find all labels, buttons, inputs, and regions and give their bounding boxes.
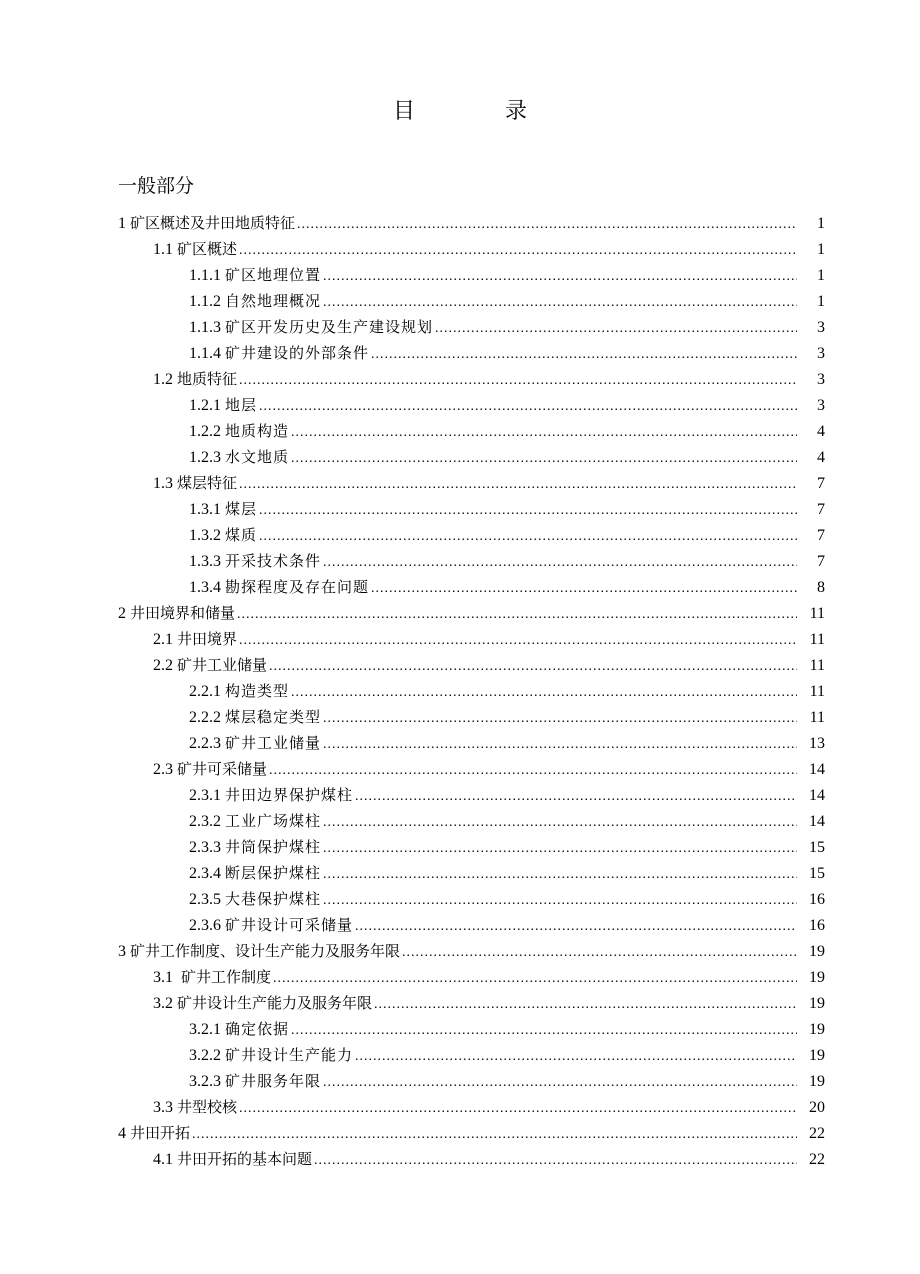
toc-entry[interactable]	[0, 964, 920, 990]
dot-leader	[291, 680, 797, 704]
toc-entry-number: 2.3.5	[189, 891, 225, 908]
toc-entry-title: 煤层	[225, 500, 258, 518]
toc-entry-page-number: 20	[809, 1099, 825, 1116]
table-of-contents	[0, 210, 920, 1172]
dot-leader	[297, 212, 797, 236]
dot-leader	[259, 524, 797, 548]
toc-entry-title: 煤层特征	[177, 474, 238, 492]
dot-leader	[355, 914, 797, 938]
toc-entry-page-number: 11	[809, 605, 825, 622]
toc-entry-page-number: 1	[817, 293, 825, 310]
toc-entry-page-number: 1	[817, 267, 825, 284]
toc-entry-number: 2.1	[153, 631, 177, 648]
toc-entry-page-number: 3	[817, 371, 825, 388]
toc-entry[interactable]	[0, 860, 920, 886]
toc-entry-title: 勘探程度及存在问题	[225, 578, 370, 596]
toc-entry-number: 1.3.2	[189, 527, 225, 544]
toc-entry-page-number: 16	[809, 891, 825, 908]
toc-entry-page-number: 14	[809, 787, 825, 804]
dot-leader	[323, 290, 797, 314]
toc-entry-number: 1.2.3	[189, 449, 225, 466]
dot-leader	[323, 810, 797, 834]
dot-leader	[323, 706, 797, 730]
toc-entry[interactable]	[0, 626, 920, 652]
toc-entry[interactable]	[0, 756, 920, 782]
dot-leader	[291, 1018, 797, 1042]
dot-leader	[291, 446, 797, 470]
dot-leader	[374, 992, 797, 1016]
dot-leader	[239, 238, 797, 262]
toc-entry-number: 1.1	[153, 241, 177, 258]
toc-entry-number: 3.3	[153, 1099, 177, 1116]
dot-leader	[291, 420, 797, 444]
toc-entry-title: 矿井服务年限	[225, 1072, 322, 1090]
toc-entry-page-number: 22	[809, 1151, 825, 1168]
toc-entry-title: 矿井设计可采储量	[225, 916, 354, 934]
toc-entry[interactable]	[0, 444, 920, 470]
toc-entry[interactable]	[0, 782, 920, 808]
dot-leader	[323, 732, 797, 756]
toc-entry[interactable]	[0, 418, 920, 444]
dot-leader	[371, 342, 797, 366]
dot-leader	[239, 1096, 797, 1120]
toc-entry-title: 断层保护煤柱	[225, 864, 322, 882]
toc-entry-number: 1.1.1	[189, 267, 225, 284]
toc-entry-title: 地层	[225, 396, 258, 414]
toc-entry-number: 3.2.1	[189, 1021, 225, 1038]
dot-leader	[323, 836, 797, 860]
toc-entry-page-number: 1	[817, 241, 825, 258]
dot-leader	[323, 1070, 797, 1094]
toc-entry-title: 大巷保护煤柱	[225, 890, 322, 908]
toc-entry[interactable]	[0, 652, 920, 678]
dot-leader	[323, 888, 797, 912]
toc-entry-number: 1.2.2	[189, 423, 225, 440]
toc-entry-number: 2.2.1	[189, 683, 225, 700]
toc-entry-title: 矿区概述	[177, 240, 238, 258]
toc-entry-page-number: 19	[809, 1073, 825, 1090]
toc-entry-title: 矿井设计生产能力及服务年限	[177, 994, 373, 1012]
toc-entry-title: 矿井工作制度、设计生产能力及服务年限	[130, 942, 401, 960]
dot-leader	[323, 862, 797, 886]
toc-entry[interactable]	[0, 574, 920, 600]
toc-entry[interactable]	[0, 678, 920, 704]
toc-entry-page-number: 22	[809, 1125, 825, 1142]
toc-entry-number: 1.3	[153, 475, 177, 492]
dot-leader	[259, 394, 797, 418]
toc-entry-page-number: 7	[817, 501, 825, 518]
toc-entry-title: 构造类型	[225, 682, 290, 700]
dot-leader	[239, 368, 797, 392]
toc-entry[interactable]	[0, 1094, 920, 1120]
dot-leader	[323, 550, 797, 574]
dot-leader	[237, 602, 797, 626]
dot-leader	[269, 654, 797, 678]
toc-entry[interactable]	[0, 262, 920, 288]
toc-entry-number: 2.2	[153, 657, 177, 674]
toc-entry[interactable]	[0, 730, 920, 756]
toc-entry[interactable]	[0, 1042, 920, 1068]
toc-entry-title: 井田开拓的基本问题	[177, 1150, 313, 1168]
toc-entry[interactable]	[0, 990, 920, 1016]
toc-entry-number: 1.3.1	[189, 501, 225, 518]
toc-entry-number: 4	[118, 1125, 130, 1142]
dot-leader	[435, 316, 797, 340]
dot-leader	[269, 758, 797, 782]
toc-entry-page-number: 7	[817, 475, 825, 492]
dot-leader	[323, 264, 797, 288]
toc-entry-number: 2.3.2	[189, 813, 225, 830]
dot-leader	[402, 940, 797, 964]
toc-entry-title: 水文地质	[225, 448, 290, 466]
dot-leader	[239, 472, 797, 496]
toc-entry-title: 地质构造	[225, 422, 290, 440]
toc-entry[interactable]	[0, 938, 920, 964]
toc-entry-page-number: 13	[809, 735, 825, 752]
toc-entry[interactable]	[0, 1016, 920, 1042]
toc-entry[interactable]	[0, 314, 920, 340]
dot-leader	[371, 576, 797, 600]
toc-entry[interactable]	[0, 340, 920, 366]
toc-entry-number: 1	[118, 215, 130, 232]
toc-entry-number: 3.2.3	[189, 1073, 225, 1090]
toc-entry-number: 2.2.2	[189, 709, 225, 726]
toc-entry-title: 井田境界	[177, 630, 238, 648]
page-title: 目 录	[392, 99, 561, 124]
toc-entry-page-number: 15	[809, 839, 825, 856]
dot-leader	[355, 784, 797, 808]
toc-entry-page-number: 19	[809, 1021, 825, 1038]
toc-entry-page-number: 15	[809, 865, 825, 882]
toc-entry[interactable]	[0, 704, 920, 730]
toc-entry-number: 3.1	[153, 969, 181, 986]
dot-leader	[314, 1148, 797, 1172]
toc-entry-number: 1.1.4	[189, 345, 225, 362]
toc-entry[interactable]	[0, 808, 920, 834]
toc-entry-page-number: 16	[809, 917, 825, 934]
toc-entry-title: 矿区概述及井田地质特征	[130, 214, 296, 232]
toc-entry-page-number: 19	[809, 943, 825, 960]
toc-entry[interactable]	[0, 1120, 920, 1146]
toc-entry-page-number: 11	[809, 709, 825, 726]
dot-leader	[273, 966, 797, 990]
toc-entry-page-number: 7	[817, 553, 825, 570]
toc-entry[interactable]	[0, 1068, 920, 1094]
toc-entry-page-number: 19	[809, 995, 825, 1012]
toc-entry-title: 矿井建设的外部条件	[225, 344, 370, 362]
toc-entry-number: 2	[118, 605, 130, 622]
toc-entry-number: 3	[118, 943, 130, 960]
toc-entry-page-number: 4	[817, 423, 825, 440]
toc-entry-number: 3.2.2	[189, 1047, 225, 1064]
toc-entry-title: 井田境界和储量	[130, 604, 236, 622]
toc-entry-title: 矿井工业储量	[177, 656, 268, 674]
toc-entry-number: 1.2.1	[189, 397, 225, 414]
toc-entry-title: 矿井工业储量	[225, 734, 322, 752]
toc-entry[interactable]	[0, 886, 920, 912]
toc-entry-page-number: 19	[809, 969, 825, 986]
toc-entry[interactable]	[0, 522, 920, 548]
toc-entry-title: 确定依据	[225, 1020, 290, 1038]
toc-entry-title: 井田边界保护煤柱	[225, 786, 354, 804]
toc-entry[interactable]	[0, 366, 920, 392]
dot-leader	[259, 498, 797, 522]
toc-entry[interactable]	[0, 912, 920, 938]
toc-entry-title: 矿区开发历史及生产建设规划	[225, 318, 434, 336]
dot-leader	[355, 1044, 797, 1068]
toc-entry-title: 煤质	[225, 526, 258, 544]
toc-entry-title: 自然地理概况	[225, 292, 322, 310]
toc-entry-number: 2.3	[153, 761, 177, 778]
toc-entry-page-number: 14	[809, 813, 825, 830]
toc-entry-number: 1.3.3	[189, 553, 225, 570]
toc-entry-title: 矿区地理位置	[225, 266, 322, 284]
toc-entry-title: 开采技术条件	[225, 552, 322, 570]
toc-entry[interactable]	[0, 470, 920, 496]
toc-entry-number: 2.3.1	[189, 787, 225, 804]
toc-entry[interactable]	[0, 210, 920, 236]
toc-entry-number: 1.1.2	[189, 293, 225, 310]
toc-entry-number: 2.3.3	[189, 839, 225, 856]
toc-entry-page-number: 14	[809, 761, 825, 778]
toc-entry-number: 2.3.6	[189, 917, 225, 934]
toc-entry[interactable]	[0, 548, 920, 574]
toc-entry[interactable]	[0, 496, 920, 522]
toc-entry-page-number: 11	[809, 657, 825, 674]
toc-entry-title: 井筒保护煤柱	[225, 838, 322, 856]
dot-leader	[192, 1122, 797, 1146]
toc-entry[interactable]	[0, 1146, 920, 1172]
toc-entry-title: 矿井设计生产能力	[225, 1046, 354, 1064]
toc-entry-page-number: 7	[817, 527, 825, 544]
toc-entry-page-number: 11	[809, 683, 825, 700]
toc-entry-page-number: 19	[809, 1047, 825, 1064]
toc-entry[interactable]	[0, 392, 920, 418]
toc-entry-title: 工业广场煤柱	[225, 812, 322, 830]
toc-entry-title: 煤层稳定类型	[225, 708, 322, 726]
toc-entry-number: 1.2	[153, 371, 177, 388]
toc-entry-title: 井田开拓	[130, 1124, 191, 1142]
toc-entry-title: 地质特征	[177, 370, 238, 388]
toc-entry[interactable]	[0, 236, 920, 262]
toc-entry-page-number: 3	[817, 397, 825, 414]
toc-entry-title: 井型校核	[177, 1098, 238, 1116]
toc-entry-page-number: 3	[817, 345, 825, 362]
toc-entry-page-number: 4	[817, 449, 825, 466]
toc-entry-title: 矿井可采储量	[177, 760, 268, 778]
toc-entry[interactable]	[0, 834, 920, 860]
toc-entry-title: 矿井工作制度	[181, 968, 272, 986]
toc-entry[interactable]	[0, 288, 920, 314]
section-heading: 一般部分	[118, 175, 195, 197]
dot-leader	[239, 628, 797, 652]
toc-entry-page-number: 3	[817, 319, 825, 336]
toc-entry-number: 4.1	[153, 1151, 177, 1168]
toc-entry-number: 3.2	[153, 995, 177, 1012]
toc-entry-number: 2.3.4	[189, 865, 225, 882]
toc-entry-number: 1.3.4	[189, 579, 225, 596]
toc-entry-number: 1.1.3	[189, 319, 225, 336]
toc-entry-number: 2.2.3	[189, 735, 225, 752]
toc-entry[interactable]	[0, 600, 920, 626]
toc-entry-page-number: 8	[817, 579, 825, 596]
toc-entry-page-number: 1	[817, 215, 825, 232]
toc-entry-page-number: 11	[809, 631, 825, 648]
